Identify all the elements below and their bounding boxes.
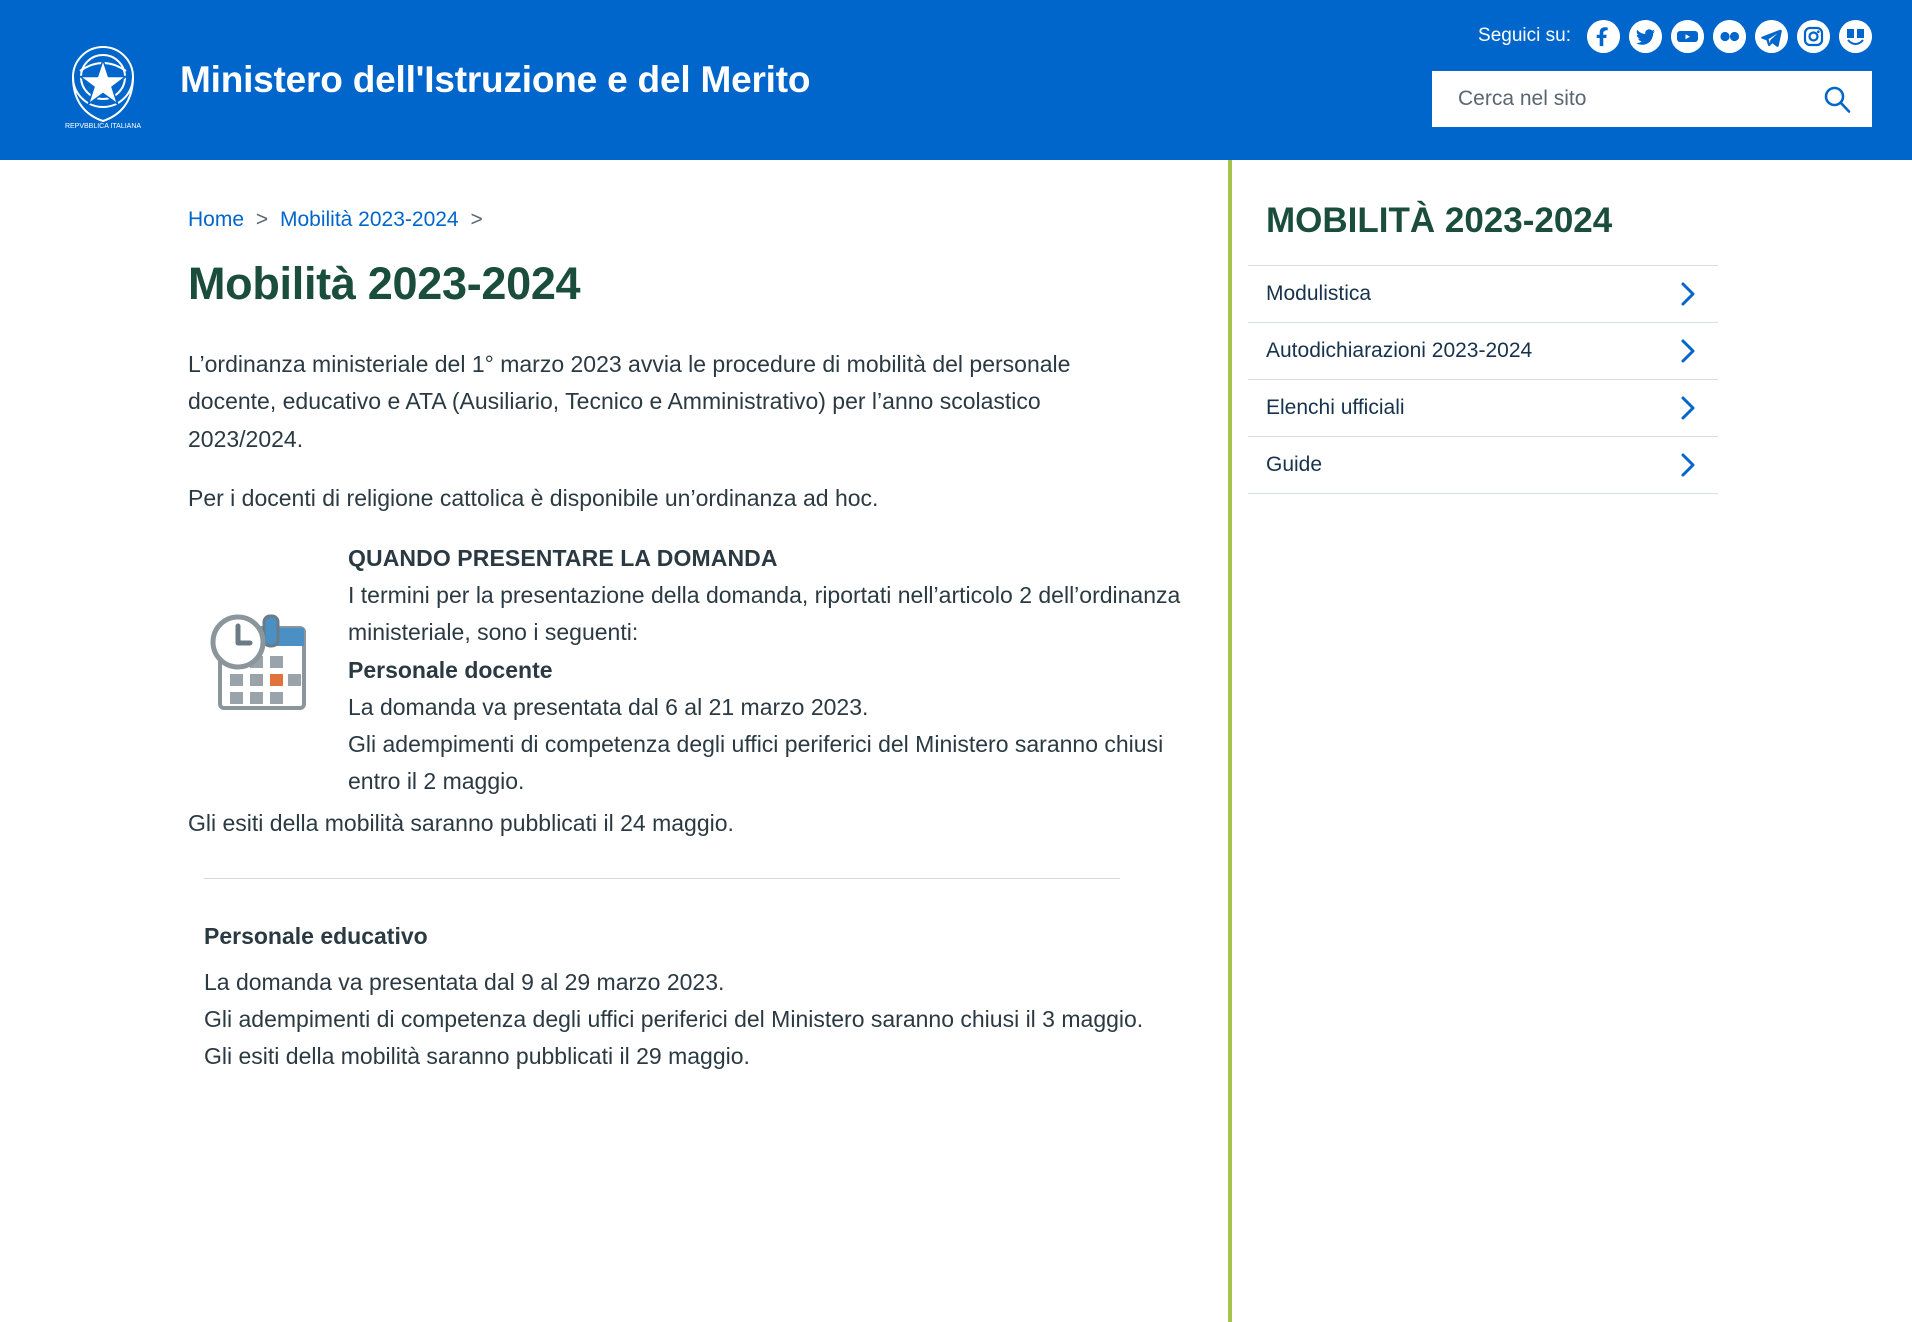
section-personale-educativo (204, 923, 1212, 1076)
sidebar-item-modulistica[interactable] (1248, 265, 1718, 322)
intro-paragraph-2: Per i docenti di religione cattolica è disponibile un’ordinanza ad hoc. (188, 485, 879, 512)
sidebar-item-label: Autodichiarazioni 2023-2024 (1266, 338, 1533, 362)
chevron-right-icon (1680, 452, 1696, 478)
sidebar-item-label: Modulistica (1266, 281, 1372, 305)
deadline-text (348, 540, 1212, 801)
docente-line-2: Gli adempimenti di competenza degli uffici periferici del Ministero saranno chiusi entro il 2 maggio. (348, 731, 1164, 795)
sidebar-panel (1248, 184, 1718, 494)
instagram-icon[interactable] (1797, 20, 1830, 53)
breadcrumb-item-mobilita[interactable]: Mobilità 2023-2024 (279, 208, 459, 231)
social-label: Seguici su: (1478, 25, 1571, 46)
breadcrumb-separator-trailing: > (470, 208, 483, 231)
twitter-icon[interactable] (1629, 20, 1662, 53)
educativo-line-3: Gli esiti della mobilità saranno pubblicati il 29 maggio. (204, 1043, 750, 1070)
sidebar-list (1248, 265, 1718, 494)
sidebar-item-label: Guide (1266, 452, 1323, 476)
sidebar-item-autodichiarazioni[interactable] (1248, 322, 1718, 379)
chevron-right-icon (1680, 395, 1696, 421)
search-input[interactable] (1456, 86, 1818, 112)
main-content (0, 160, 1212, 1322)
site-title: Ministero dell'Istruzione e del Merito (180, 59, 811, 100)
after-calendar-block (188, 805, 1212, 842)
educativo-line-1: La domanda va presentata dal 9 al 29 marzo 2023. (204, 968, 725, 995)
intro-paragraph-1: L’ordinanza ministeriale del 1° marzo 2023 avvia le procedure di mobilità del personale docente, educativo e ATA (Ausiliario, Tecnico e Amministrativo) per l’anno scolastico 2023/2024. (188, 351, 1071, 452)
facebook-icon[interactable] (1587, 20, 1620, 53)
page-body (0, 160, 1912, 1322)
breadcrumb-separator: > (255, 208, 269, 231)
content-gap (1212, 160, 1228, 1322)
group-title-educativo: Personale educativo (204, 922, 428, 949)
breadcrumb-item-home[interactable]: Home (188, 208, 245, 231)
chevron-right-icon (1680, 281, 1696, 307)
group-title-docente: Personale docente (348, 656, 553, 683)
sidebar-item-guide[interactable] (1248, 436, 1718, 494)
educativo-line-2: Gli adempimenti di competenza degli uffici periferici del Ministero saranno chiusi il 3 maggio. (204, 1006, 1144, 1033)
republic-emblem-icon (50, 27, 156, 133)
deadline-kicker: QUANDO PRESENTARE LA DOMANDA (348, 544, 778, 571)
sidebar-item-elenchi-ufficiali[interactable] (1248, 379, 1718, 436)
deadline-section (188, 540, 1212, 801)
youtube-icon[interactable] (1671, 20, 1704, 53)
sidebar-item-label: Elenchi ufficiali (1266, 395, 1405, 419)
flickr-icon[interactable] (1713, 20, 1746, 53)
calendar-clock-icon (188, 540, 348, 725)
sidebar (1228, 160, 1912, 1322)
chevron-right-icon (1680, 338, 1696, 364)
docente-line-3: Gli esiti della mobilità saranno pubblicati il 24 maggio. (188, 809, 734, 836)
site-search[interactable] (1432, 71, 1872, 127)
section-divider (204, 878, 1120, 879)
site-header (0, 0, 1912, 160)
telegram-icon[interactable] (1755, 20, 1788, 53)
slideshare-icon[interactable] (1839, 20, 1872, 53)
svg-text:REPVBBLICA ITALIANA: REPVBBLICA ITALIANA (64, 123, 142, 130)
search-button[interactable] (1818, 82, 1856, 116)
social-links (1432, 18, 1872, 54)
page-title: Mobilità 2023-2024 (188, 258, 581, 309)
docente-line-1: La domanda va presentata dal 6 al 21 marzo 2023. (348, 693, 869, 720)
header-right-cluster (1432, 18, 1872, 127)
breadcrumb (188, 208, 1212, 232)
deadline-lead: I termini per la presentazione della domanda, riportati nell’articolo 2 dell’ordinanza ministeriale, sono i seguenti: (348, 582, 1181, 646)
sidebar-title: MOBILITÀ 2023-2024 (1266, 201, 1613, 240)
